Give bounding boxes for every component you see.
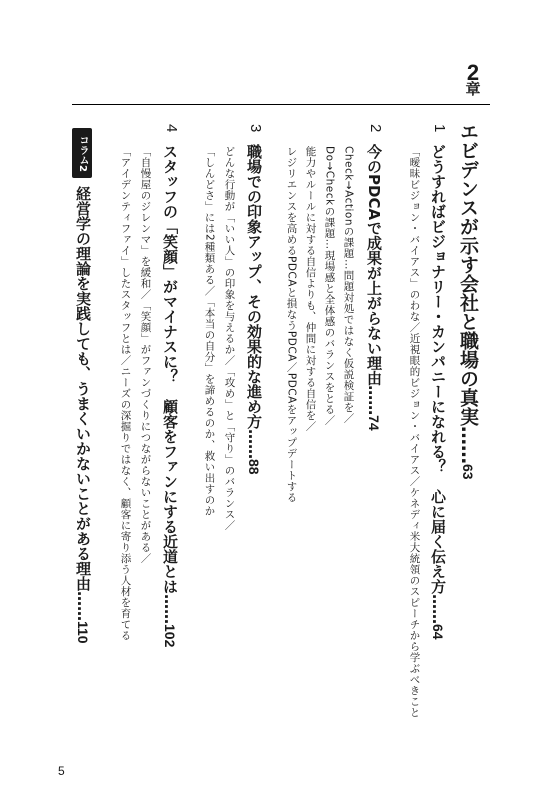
chapter-title: エビデンスが示す会社と職場の真実 (457, 122, 479, 426)
section-3-subtitle-1: どんな行動が「いい人」の印象を与えるか／「攻め」と「守り」のバランス／ (223, 146, 236, 531)
column-entry[interactable] (75, 186, 90, 644)
section-2-subtitle-2: Do→Checkの課題…現場感と全体感のバランスをとる／ (323, 146, 336, 426)
section-4-subtitle-1: 「自慢屋のジレンマ」を緩和／「笑顔」がファンづくりにつながらないことがある／ (139, 146, 152, 564)
column-page: 110 (75, 621, 91, 644)
section-1-entry[interactable] (430, 144, 445, 640)
section-2-subtitle-4: レジリエンスを高めるPDCAと損なうPDCA／PDCAをアップデートする (285, 146, 298, 503)
section-3-page: 88 (246, 459, 262, 475)
chapter-page: 63 (460, 464, 476, 480)
section-1-number: 1 (431, 124, 448, 133)
chapter-leader: …… (457, 426, 479, 464)
section-4-entry[interactable] (162, 144, 177, 647)
page-number: 5 (58, 764, 65, 778)
column-badge: コラム2 (72, 128, 92, 178)
section-4-page: 102 (162, 624, 178, 648)
section-4-leader: …… (161, 594, 179, 624)
section-2-subtitle-3: 能力やルールに対する自信よりも、仲間に対する自信を／ (304, 146, 317, 432)
section-1-page: 64 (430, 624, 446, 640)
section-2-page: 74 (366, 415, 382, 431)
chapter-title-entry[interactable] (458, 122, 477, 480)
section-2-number: 2 (367, 124, 384, 133)
header-divider (72, 104, 490, 105)
section-2-title: 今のPDCAで成果が上がらない理由 (365, 144, 383, 386)
section-3-title: 職場での印象アップ、その効果的な進め方 (245, 144, 263, 429)
section-3-subtitle-2: 「しんどさ」には2種類ある／「本当の自分」を諦めるのか、救い出すのか (203, 146, 216, 517)
chapter-number: 2 (466, 60, 480, 85)
section-4-number: 4 (163, 124, 180, 133)
section-4-title: スタッフの「笑顔」がマイナスに？ 顧客をファンにする近道とは (161, 144, 179, 594)
section-2-entry[interactable] (366, 144, 381, 431)
section-3-leader: …… (245, 429, 263, 459)
section-3-entry[interactable] (246, 144, 261, 475)
column-leader: …… (74, 591, 92, 621)
section-4-subtitle-2: 「アイデンティファイ」したスタッフとは／ニーズの深掘りではなく、顧客に寄り添う人材を育てる (119, 146, 132, 641)
chapter-label: 章 (465, 80, 481, 98)
section-2-subtitle-1: Check→Actionの課題…問題対処ではなく仮説検証を／ (342, 146, 355, 424)
section-2-leader: …… (365, 385, 383, 416)
column-title: 経営学の理論を実践しても、うまくいかないことがある理由 (74, 186, 92, 591)
section-1-title: どうすればビジョナリー・カンパニーになれる？ 心に届く伝え方 (429, 144, 447, 594)
section-3-number: 3 (247, 124, 264, 133)
section-1-leader: …… (429, 594, 447, 624)
section-1-subtitle-1: 「曖昧ビジョン・バイアス」のわな／近視眼的ビジョン・バイアス／ケネディ米大統領のスピーチから学ぶべきこと (408, 146, 421, 718)
